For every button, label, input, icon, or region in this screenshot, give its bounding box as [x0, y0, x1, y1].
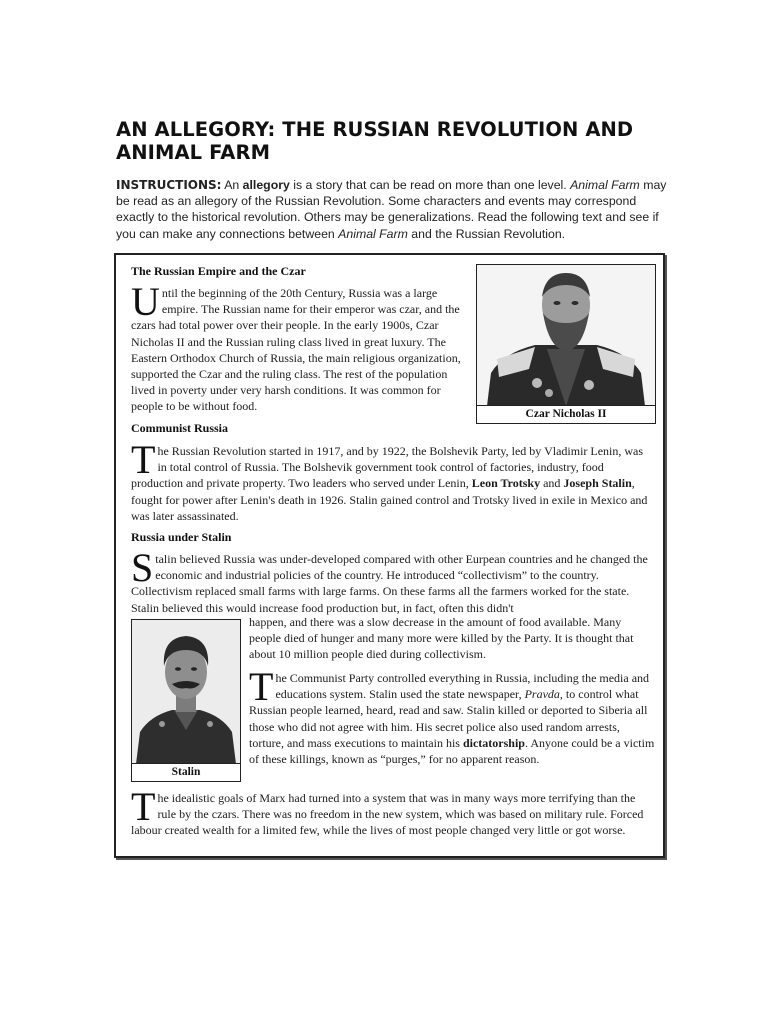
paragraph-collectivism: happen, and there was a slow decrease in the amount of food available. Many people died of hunger and many more were killed by the Party. It is thought that about 10 million people died during collectivism. [249, 615, 634, 662]
pravda-title: Pravda [524, 687, 560, 702]
paragraph-text: . Anyone could be a victim of these killings, known as “purges,” for no apparent reason. [249, 735, 655, 767]
section-heading-communist: Communist Russia [131, 421, 229, 435]
instructions-text: An [221, 178, 243, 192]
paragraph-communist-party [249, 664, 655, 767]
portrait-image [477, 265, 655, 406]
drop-cap: S [131, 545, 154, 590]
drop-cap: T [249, 664, 274, 709]
instructions-text: and the Russian Revolution. [407, 226, 566, 241]
section-heading-empire: The Russian Empire and the Czar [131, 264, 306, 278]
paragraph-marx [131, 784, 655, 839]
animal-farm-title: Animal Farm [570, 178, 640, 192]
portrait-image [132, 620, 240, 764]
instructions [116, 177, 676, 242]
instructions-label: INSTRUCTIONS: [116, 178, 222, 192]
drop-cap: U [131, 279, 160, 324]
leon-trotsky-name: Leon Trotsky [471, 476, 541, 491]
paragraph-text: and [540, 476, 564, 491]
section-heading-stalin: Russia under Stalin [131, 530, 232, 544]
instructions-text: may be read as an allegory of the Russian Revolution. Some characters and events may correspond exactly to the historical revolution. Others may be generalizations. Read the following text and see if you can make any connections between [116, 178, 667, 241]
stalin-photo [131, 619, 241, 782]
page-title [116, 118, 676, 164]
paragraph-text: talin believed Russia was under-developed compared with other Eurpean countries and he changed the economic and industrial policies of the country. He introduced “collectivism” to the country. Collectivism replaced small farms with large farms. On these farms all the farmers worked for the state. Stalin believed this would increase food production but, in fact, often this didn't [131, 552, 648, 615]
photo-caption: Czar Nicholas II [477, 405, 655, 423]
animal-farm-title: Animal Farm [338, 226, 408, 241]
photo-caption: Stalin [132, 763, 240, 781]
drop-cap: T [131, 437, 156, 482]
instructions-text: is a story that can be read on more than one level. [289, 178, 571, 192]
paragraph-text: , to control what Russian people learned, heard, read and saw. Stalin killed or deported to Siberia all those who did not agree with him. His secret police also used random arrests, torture, and mass executions to maintain his [249, 687, 648, 750]
drop-cap: T [131, 784, 156, 829]
paragraph-text: , fought for power after Lenin's death in 1926. Stalin gained control and Trotsky lived in exile in Mexico and was later assassinated. [131, 476, 648, 523]
paragraph-empire [131, 279, 467, 415]
dictatorship-term: dictatorship [462, 735, 525, 750]
title-line-2: ANIMAL FARM [116, 141, 271, 164]
paragraph-stalin-intro [131, 545, 655, 616]
paragraph-text: he Russian Revolution started in 1917, and by 1922, the Bolshevik Party, led by Vladimir Lenin, was in total control of Russia. The Bolshevik government took control of factories, industry, food production and private property. Two leaders who served under Lenin, [131, 444, 644, 491]
paragraph-text: he idealistic goals of Marx had turned into a system that was in many ways more terrifying than the rule by the czars. There was no freedom in the new system, which was based on military rule. Forced labour created wealth for a limited few, while the lives of most people changed very little or got worse. [131, 791, 644, 838]
joseph-stalin-name: Joseph Stalin [563, 476, 632, 491]
paragraph-communist [131, 437, 655, 524]
paragraph-text: he Communist Party controlled everything in Russia, including the media and educations system. Stalin used the state newspaper, [275, 671, 650, 702]
title-line-1: AN ALLEGORY: THE RUSSIAN REVOLUTION AND [116, 118, 634, 141]
allegory-term: allegory [242, 178, 290, 192]
paragraph-text: ntil the beginning of the 20th Century, Russia was a large empire. The Russian name for their emperor was czar, and the czars had total power over their people. In the early 1900s, Czar Nicholas II and the Russian ruling class lived in great luxury. The Eastern Orthodox Church of Russia, the main religious organization, supported the Czar and the ruling class. The rest of the population lived in poverty under very harsh conditions. It was common for people to be without food. [131, 286, 461, 414]
czar-nicholas-photo [476, 264, 656, 424]
